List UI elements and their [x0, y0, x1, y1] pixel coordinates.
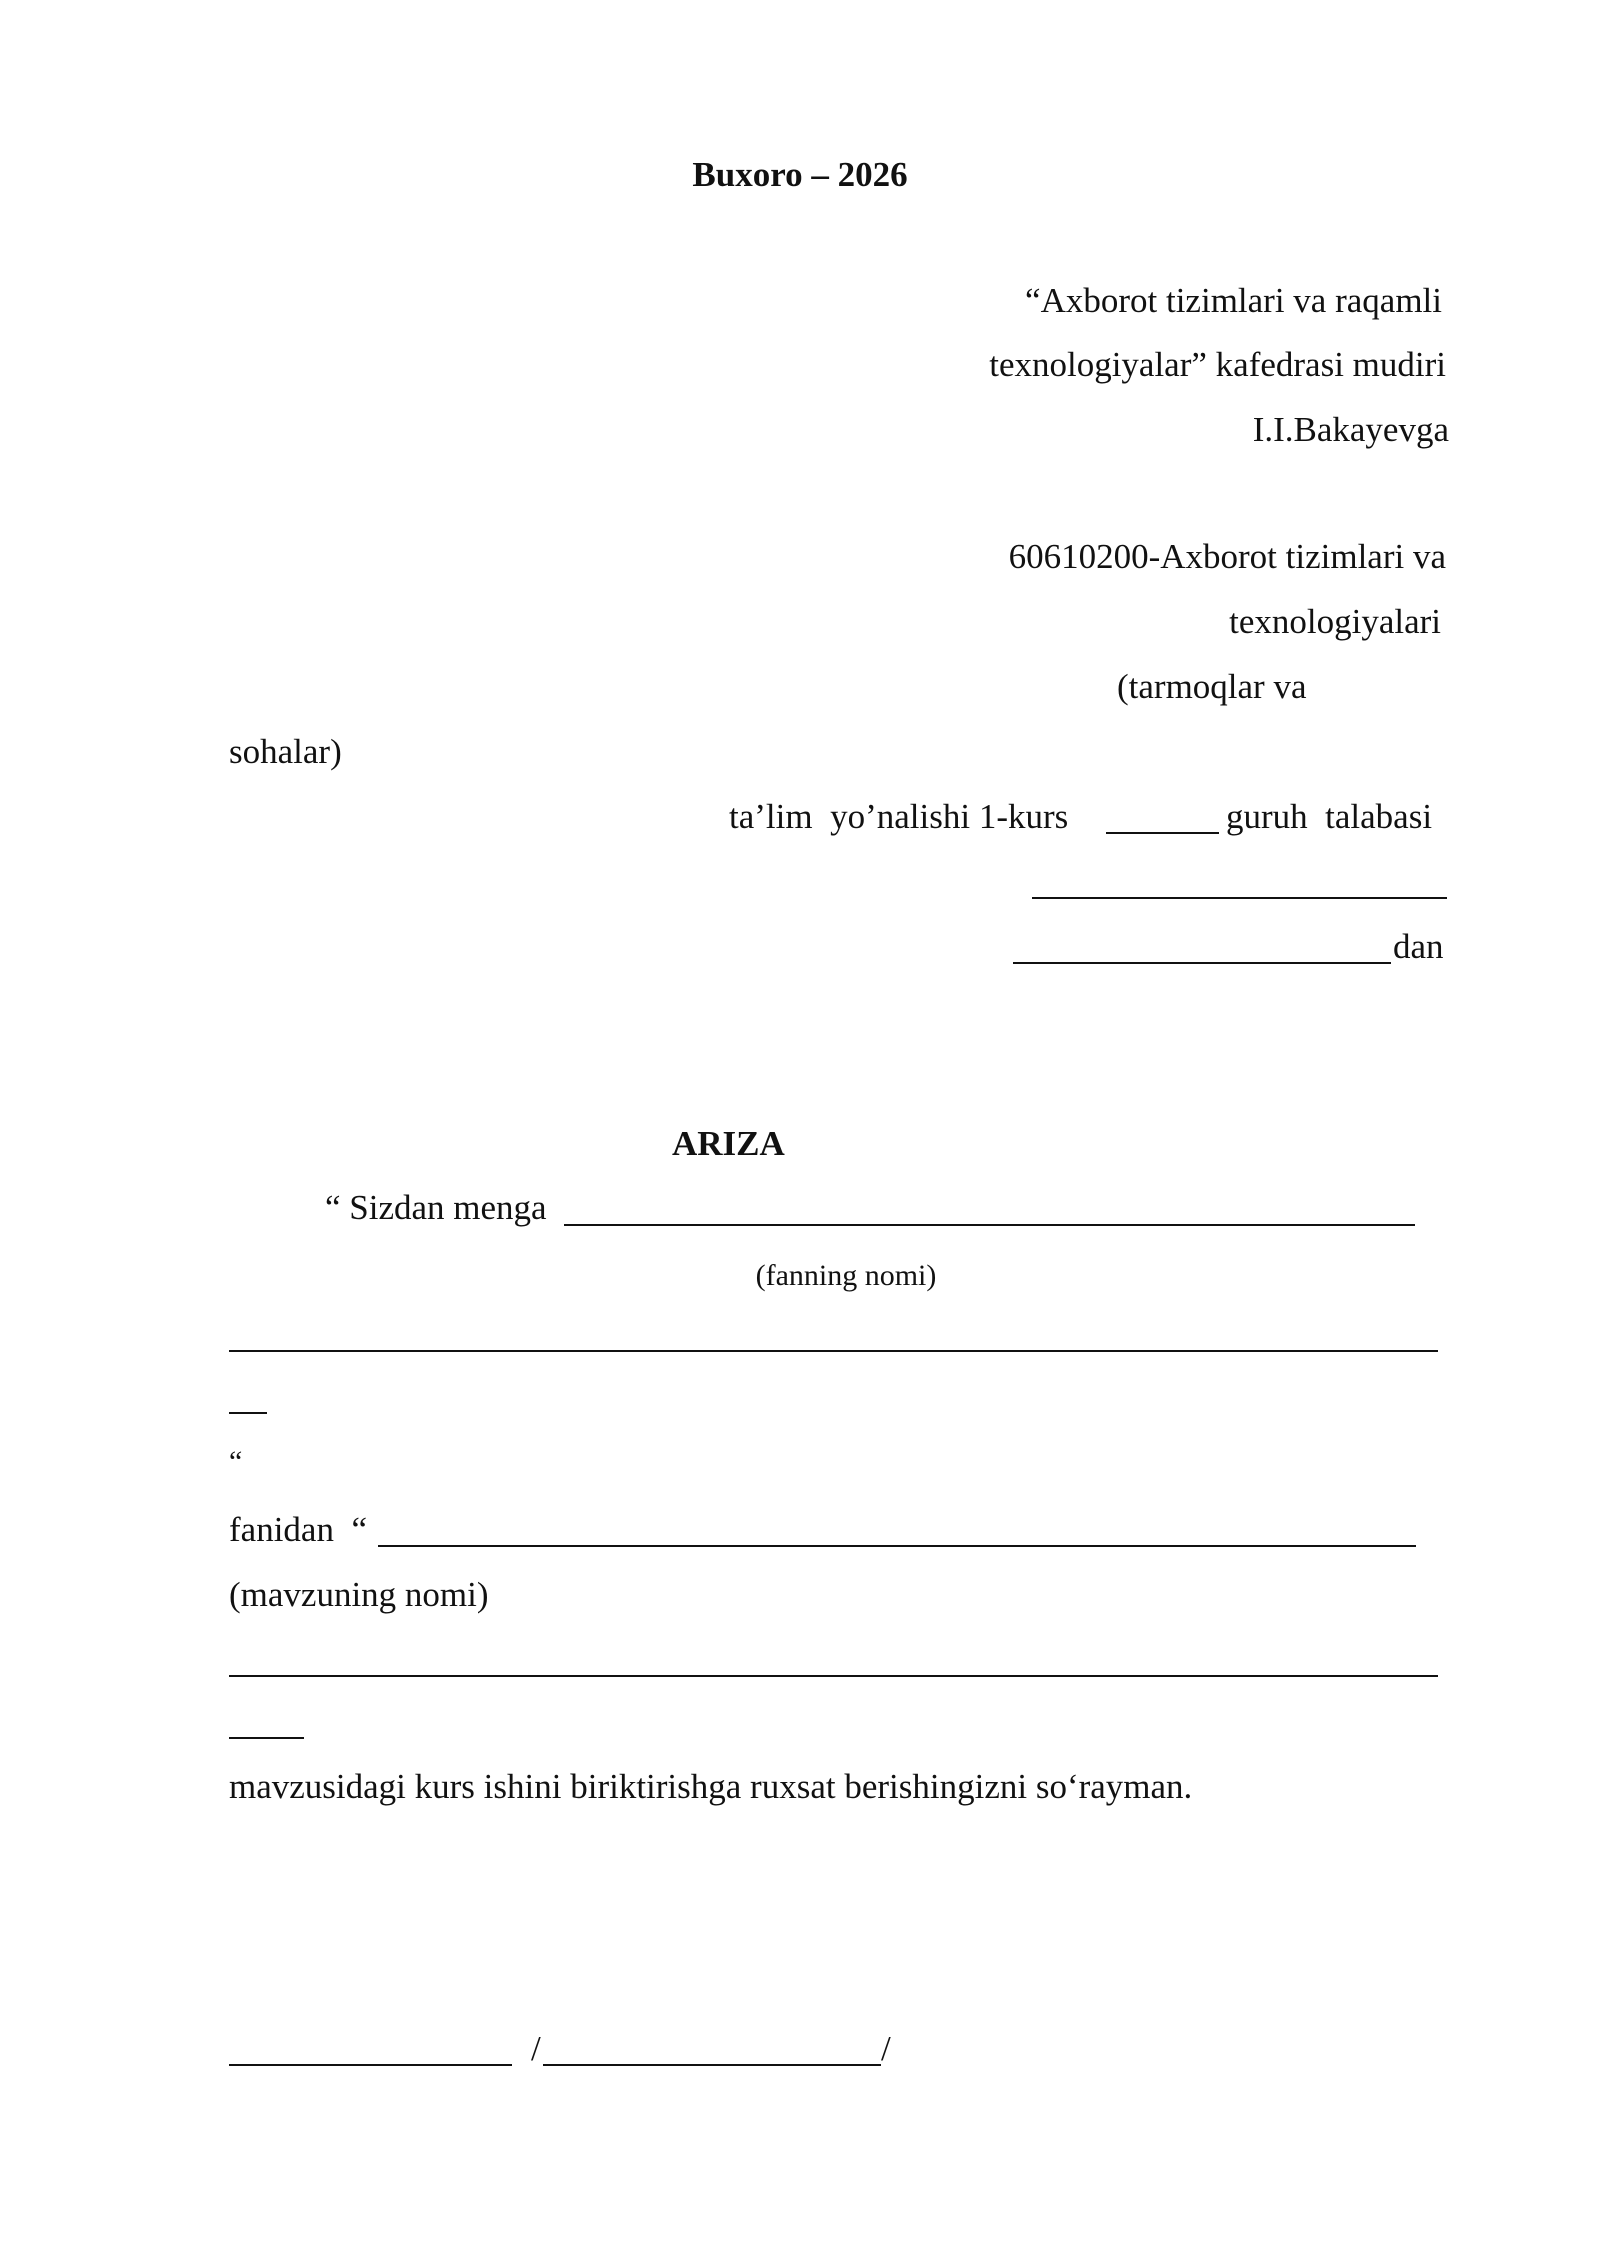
sender-line-4: sohalar)	[229, 732, 342, 771]
subject-caption: (fanning nomi)	[755, 1259, 937, 1292]
topic-caption: (mavzuning nomi)	[229, 1575, 489, 1614]
sender-student-label: guruh talabasi	[1226, 797, 1433, 836]
addressee-line-2: texnologiyalar” kafedrasi mudiri	[989, 345, 1446, 384]
subject-continuation-tail	[229, 1412, 267, 1414]
fanidan-label: fanidan “	[229, 1510, 367, 1549]
sender-dan-suffix: dan	[1393, 927, 1444, 966]
group-blank-line	[1106, 832, 1219, 834]
sender-course-label: ta’lim yo’nalishi 1-kurs	[729, 797, 1069, 836]
closing-text: mavzusidagi kurs ishini biriktirishga ruxsat berishingizni so‘rayman.	[229, 1767, 1193, 1806]
topic-continuation-line	[229, 1675, 1438, 1677]
student-name-blank-line	[1032, 897, 1447, 899]
sender-line-3: (tarmoqlar va	[1117, 667, 1307, 706]
open-quote: “	[229, 1445, 243, 1478]
sender-line-1: 60610200-Axborot tizimlari va	[1008, 537, 1446, 576]
document-title: ARIZA	[672, 1124, 785, 1163]
subject-continuation-line	[229, 1350, 1438, 1352]
addressee-name: I.I.Bakayevga	[1252, 410, 1449, 449]
student-surname-blank-line	[1013, 962, 1391, 964]
subject-blank-line	[564, 1224, 1415, 1226]
signature-blank-line	[229, 2064, 512, 2066]
signature-name-blank-line	[543, 2064, 881, 2066]
topic-continuation-tail	[229, 1737, 304, 1739]
addressee-line-1: “Axborot tizimlari va raqamli	[1025, 281, 1442, 320]
signature-slash-close: /	[881, 2029, 891, 2068]
sender-line-2: texnologiyalari	[1229, 602, 1441, 641]
city-year: Buxoro – 2026	[692, 155, 908, 194]
topic-blank-line	[378, 1545, 1416, 1547]
signature-slash-open: /	[531, 2029, 541, 2068]
intro-text: “ Sizdan menga	[325, 1188, 547, 1227]
